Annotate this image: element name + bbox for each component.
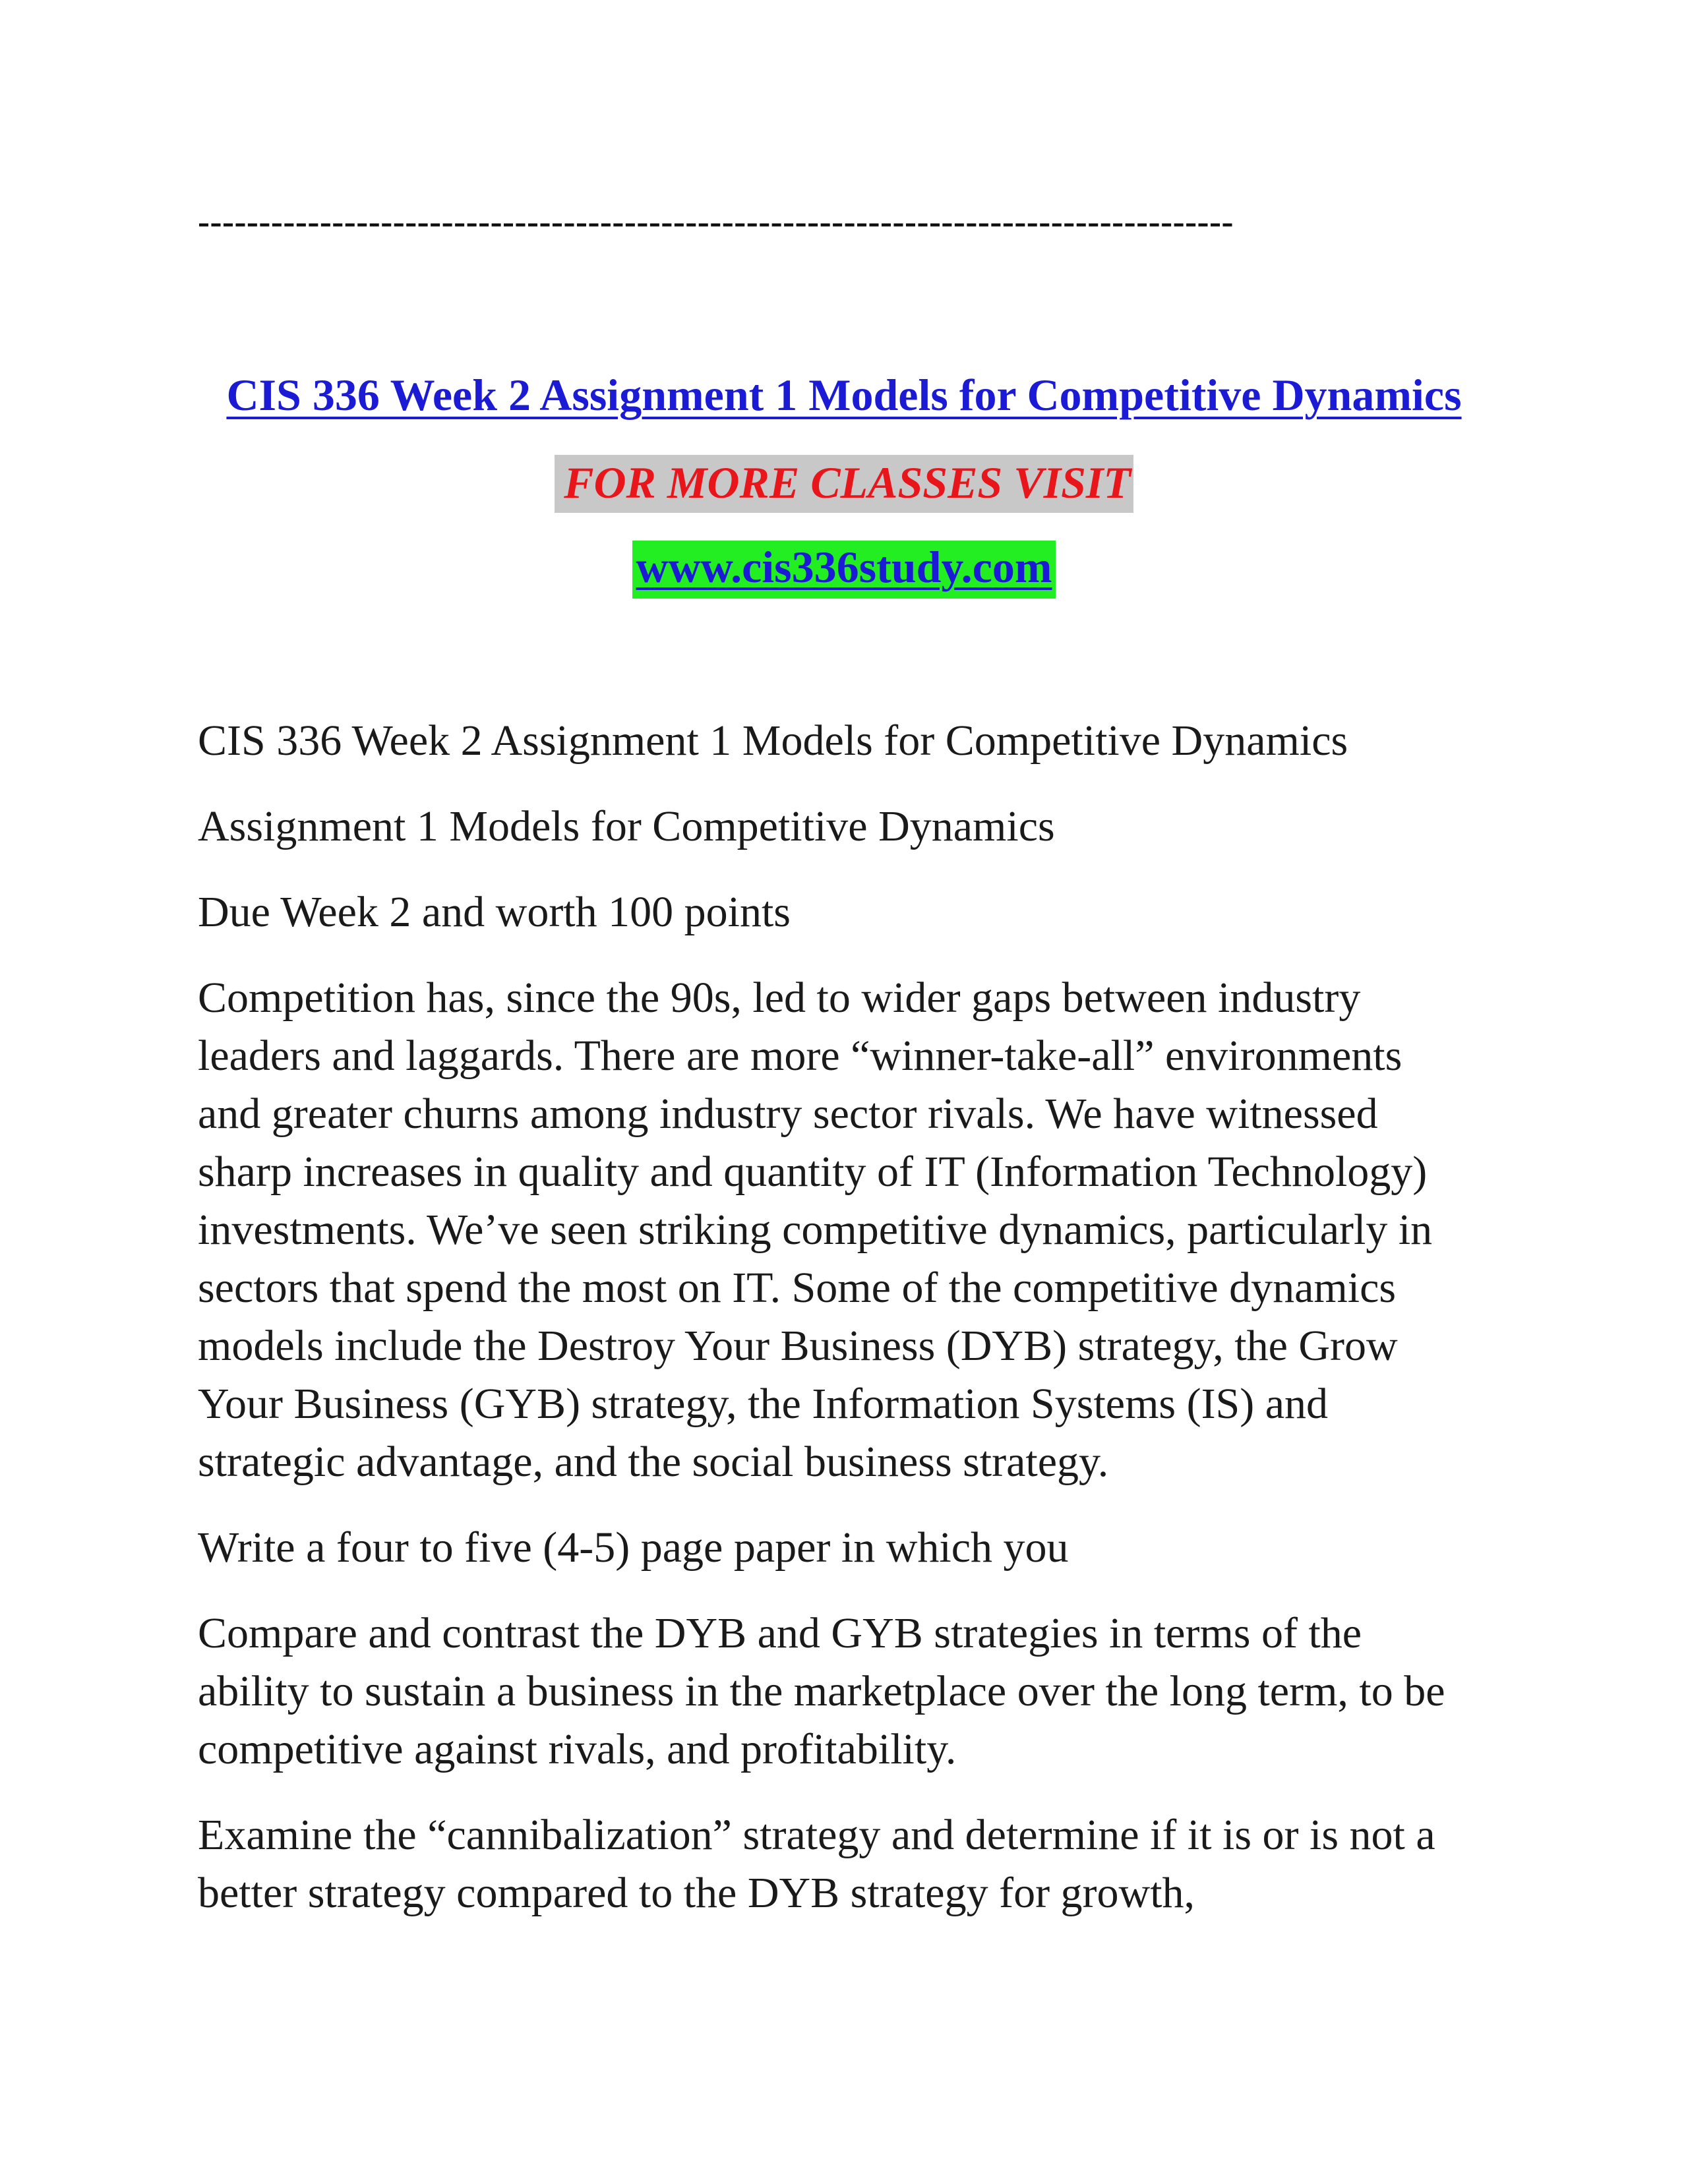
- paragraph-compare: Compare and contrast the DYB and GYB strategies in terms of the ability to sustain a business in the marketplace over the long term, to be competitive against rivals, and profitability.: [198, 1609, 1445, 1773]
- paragraph-intro: Competition has, since the 90s, led to wider gaps between industry leaders and laggards. There are more “winner-take-all” environments and greater churns among industry sector rivals. We have witnessed sharp increases in quality and quantity of IT (Information Technology) investments. We’ve seen striking competitive dynamics, particularly in sectors that spend the most on IT. Some of the competitive dynamics models include the Destroy Your Business (DYB) strategy, the Grow Your Business (GYB) strategy, the Information Systems (IS) and strategic advantage, and the social business strategy.: [198, 974, 1433, 1486]
- paragraph-due-date: Due Week 2 and worth 100 points: [198, 888, 791, 936]
- visit-label: FOR MORE CLASSES VISIT: [555, 455, 1133, 513]
- paragraph-course-title: CIS 336 Week 2 Assignment 1 Models for Competitive Dynamics: [198, 717, 1348, 765]
- title-link[interactable]: CIS 336 Week 2 Assignment 1 Models for Competitive Dynamics: [226, 370, 1462, 420]
- dashed-separator: -------------------------------------------------------------------------------------: [198, 202, 1234, 241]
- website-link[interactable]: www.cis336study.com: [632, 541, 1056, 599]
- url-banner: [0, 541, 1688, 599]
- paragraph-examine: Examine the “cannibalization” strategy and determine if it is or is not a better strategy compared to the DYB strategy for growth,: [198, 1811, 1435, 1917]
- paragraph-assignment-title: Assignment 1 Models for Competitive Dynamics: [198, 802, 1055, 850]
- visit-banner: [0, 455, 1688, 513]
- document-body: [198, 712, 1510, 1950]
- paragraph-instruction: Write a four to five (4-5) page paper in which you: [198, 1523, 1069, 1572]
